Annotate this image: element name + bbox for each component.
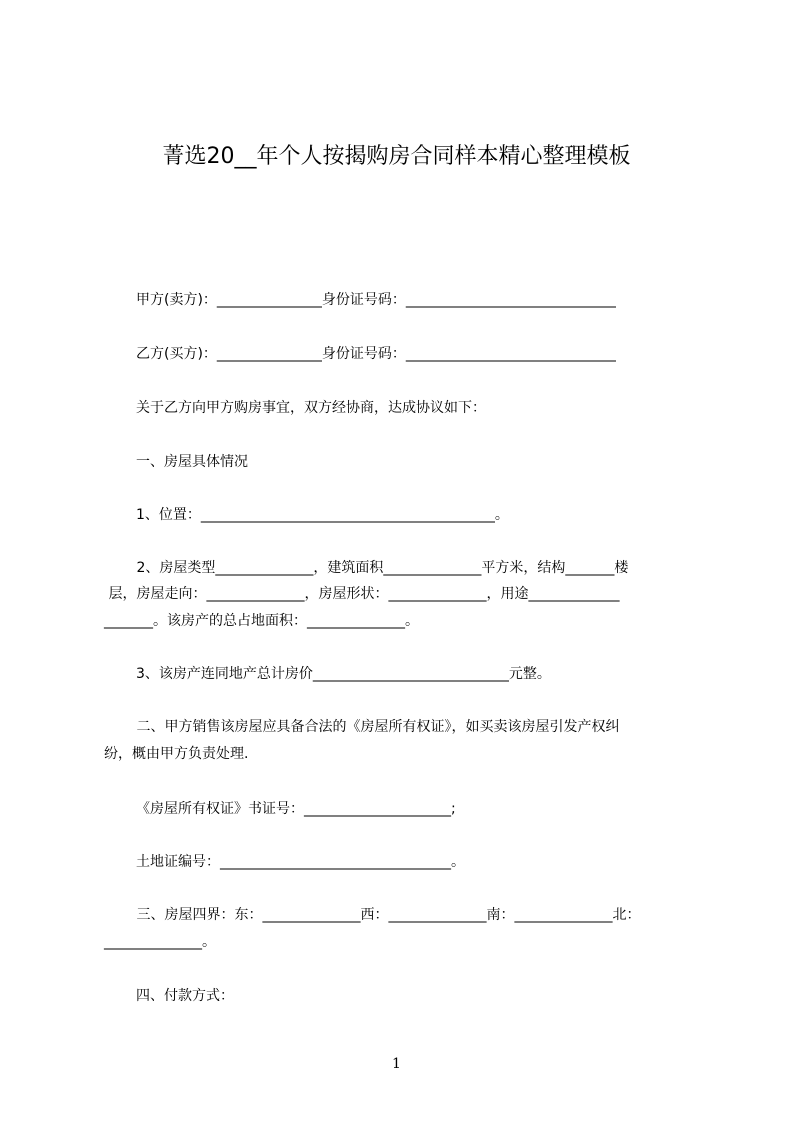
section4-heading: 四、付款方式： — [136, 988, 234, 1004]
item2-line1: 2、房屋类型______________，建筑面积______________平方米，结构_______楼 — [132, 560, 629, 576]
buyer-line: 乙方(买方)：_______________身份证号码：______________________________ — [136, 346, 616, 362]
land-cert: 土地证编号：_________________________________。 — [136, 854, 465, 870]
item1-location: 1、位置：__________________________________________。 — [136, 507, 509, 523]
cert-number: 《房屋所有权证》书证号：_____________________; — [136, 801, 456, 817]
section3-line2: ______________。 — [104, 934, 216, 950]
item2-line3: _______。该房产的总占地面积：______________。 — [104, 613, 419, 629]
document-title: 菁选20__年个人按揭购房合同样本精心整理模板 — [162, 144, 631, 169]
seller-line: 甲方(卖方)：_______________身份证号码：______________________________ — [136, 292, 616, 308]
page-number: 1 — [392, 1056, 401, 1072]
intro-text: 关于乙方向甲方购房事宜，双方经协商，达成协议如下： — [136, 400, 486, 416]
section2-line2: 纷，概由甲方负责处理. — [104, 746, 249, 762]
section2-line1: 二、甲方销售该房屋应具备合法的《房屋所有权证》，如买卖该房屋引发产权纠 — [132, 719, 620, 735]
item3-price: 3、该房产连同地产总计房价____________________________元整。 — [136, 666, 551, 682]
section1-heading: 一、房屋具体情况 — [136, 454, 248, 470]
section3-line1: 三、房屋四界：东：______________西：______________南：______________北： — [132, 907, 641, 923]
item2-line2: 层，房屋走向：______________，房屋形状：______________，用途_____________ — [104, 586, 620, 602]
